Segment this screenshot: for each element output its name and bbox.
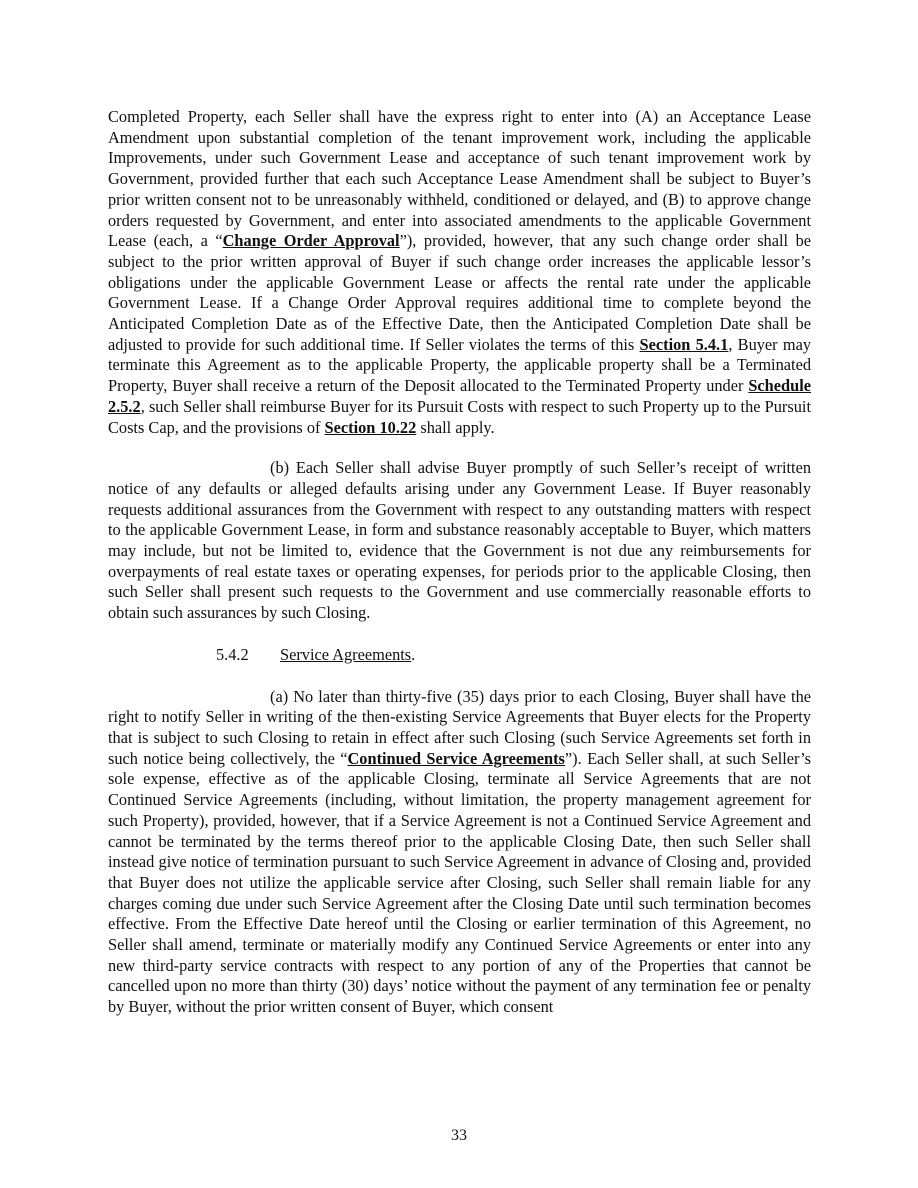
- defined-term-continued-service-agreements: Continued Service Agreements: [347, 748, 565, 768]
- text-run: ”). Each Seller shall, at such Seller’s sole expense, effective as of the applicable Closing, terminate all Service Agreements that are not Continued Service Agreements (including, without limitation, the property management agreement for such Property), provided, however, that if a Service Agreement is not a Continued Service Agreement and cannot be terminated by the terms thereof prior to the applicable Closing Date, then such Seller shall instead give notice of termination pursuant to such Service Agreement in advance of Closing and, provided that Buyer does not utilize the applicable service after Closing, such Seller shall remain liable for any charges coming due under such Service Agreement after the Closing Date until such termination becomes effective. From the Effective Date hereof until the Closing or earlier termination of this Agreement, no Seller shall amend, terminate or materially modify any Continued Service Agreements or enter into any new third-party service contracts with respect to any portion of any of the Properties that cannot be cancelled upon no more than thirty (30) days’ notice without the payment of any termination fee or penalty by Buyer, without the prior written consent of Buyer, which consent: [108, 748, 811, 1017]
- text-run: (b) Each Seller shall advise Buyer promptly of such Seller’s receipt of written notice of any defaults or alleged defaults arising under any Government Lease. If Buyer reasonably requests additional assurances from the Government with respect to any outstanding matters with respect to the applicable Government Lease, in form and substance reasonably acceptable to Buyer, which matters may include, but not be limited to, evidence that the Government is not due any reimbursements for overpayments of real estate taxes or operating expenses, for periods prior to the applicable Closing, then such Seller shall present such requests to the Government and use commercially reasonable efforts to obtain such assurances by such Closing.: [108, 458, 811, 623]
- text-run: , Buyer may terminate this Agreement as to the applicable Property, the applicable property shall be a Terminated Property, Buyer shall receive a return of the Deposit allocated to the Terminated Property under: [108, 334, 812, 396]
- text-run: Completed Property, each Seller shall have the express right to enter into (A) an Acceptance Lease Amendment upon substantial completion of the tenant improvement work, including the applicable Improvements, under such Government Lease and acceptance of such tenant improvement work by Government, provided further that each such Acceptance Lease Amendment shall be subject to Buyer’s prior written consent not to be unreasonably withheld, conditioned or delayed, and (B) to approve change orders requested by Government, and enter into associated amendments to the applicable Government Lease (each, a “: [108, 107, 811, 251]
- defined-term-change-order-approval: Change Order Approval: [222, 231, 400, 251]
- text-run: ”), provided, however, that any such change order shall be subject to the prior written approval of Buyer if such change order increases the applicable lessor’s obligations under the applicable Government Lease or affects the rental rate under the applicable Government Lease. If a Change Order Approval requires additional time to complete beyond the Anticipated Completion Date as of the Effective Date, then the Anticipated Completion Date shall be adjusted to provide for such additional time. If Seller violates the terms of this: [108, 231, 812, 354]
- cross-reference-schedule-2-5-2: Schedule 2.5.2: [108, 376, 811, 416]
- page-number: 33: [451, 1127, 467, 1144]
- text-run: (a) No later than thirty-five (35) days prior to each Closing, Buyer shall have the right to notify Seller in writing of the then-existing Service Agreements that Buyer elects for the Property that is subject to such Closing to retain in effect after such Closing (such Service Agreements set forth in such notice being collectively, the “: [108, 686, 811, 768]
- section-number: 5.4.2: [216, 644, 249, 664]
- cross-reference-section-10-22: Section 10.22: [324, 417, 417, 437]
- document-body: [108, 107, 811, 1018]
- paragraph-a-service-agreements: [108, 687, 811, 1018]
- cross-reference-section-5-4-1: Section 5.4.1: [639, 334, 729, 354]
- section-title-period: .: [411, 644, 416, 664]
- paragraph-b-defaults-notice: [108, 458, 811, 624]
- section-heading-5-4-2: [108, 645, 811, 666]
- text-run: shall apply.: [416, 417, 495, 437]
- paragraph-change-order-approval: [108, 107, 811, 438]
- text-run: , such Seller shall reimburse Buyer for its Pursuit Costs with respect to such Property up to the Pursuit Costs Cap, and the provisions of: [108, 396, 811, 437]
- section-title: Service Agreements: [280, 644, 412, 664]
